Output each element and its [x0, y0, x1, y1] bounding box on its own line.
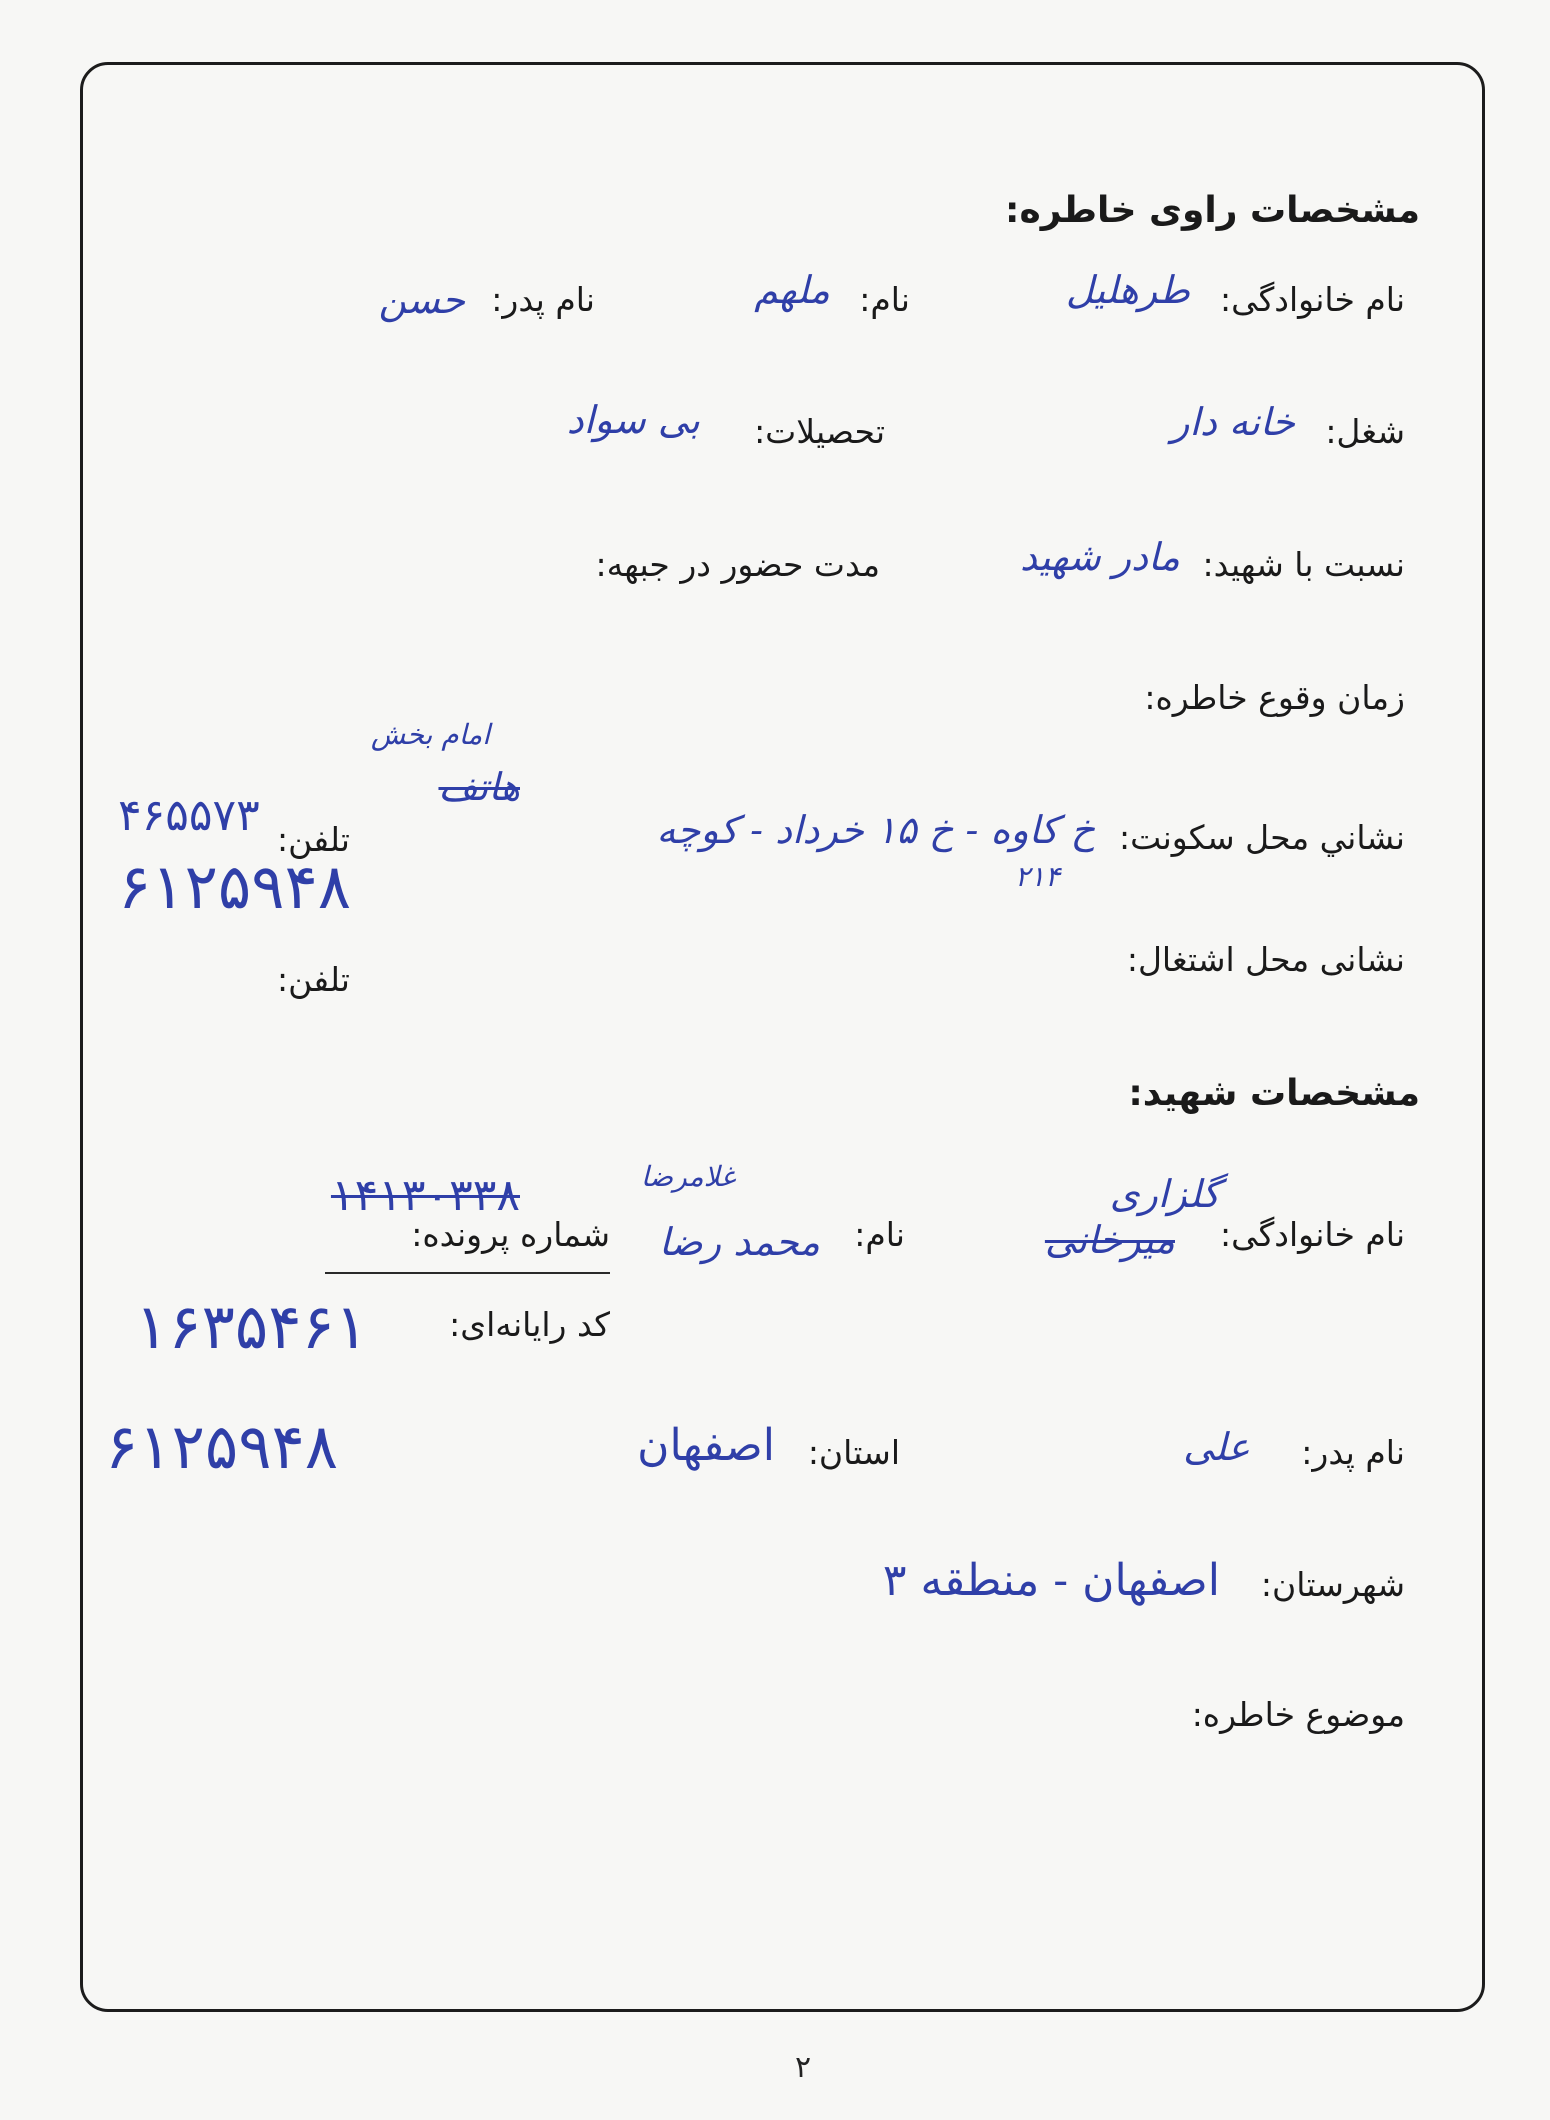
narrator-first-name-value: ملهم	[754, 268, 830, 312]
martyr-family-name-struck: میرخانی	[1044, 1218, 1175, 1262]
narrator-residence-number: ۲۱۴	[1014, 860, 1060, 893]
narrator-first-name-label: نام:	[859, 280, 910, 319]
martyr-family-name-value: گلزاری	[1109, 1172, 1220, 1216]
narrator-residence-extra: امام بخش	[370, 718, 490, 751]
martyr-city-value: اصفهان - منطقه ۳	[882, 1555, 1220, 1606]
narrator-residence-value: خ کاوه - خ ۱۵ خرداد - کوچه	[656, 808, 1095, 852]
martyr-file-number-struck: ۱۴۱۳۰۳۳۸	[330, 1170, 520, 1221]
martyr-computer-code-label: کد رایانه‌ای:	[449, 1305, 610, 1344]
martyr-first-name-extra: غلامرضا	[640, 1160, 735, 1193]
narrator-job-label: شغل:	[1325, 412, 1405, 451]
narrator-front-duration-label: مدت حضور در جبهه:	[595, 545, 880, 584]
narrator-heading: مشخصات راوی خاطره:	[1005, 190, 1420, 231]
narrator-relation-label: نسبت با شهید:	[1202, 545, 1405, 584]
narrator-residence-phone-label: تلفن:	[276, 820, 350, 859]
martyr-city-label: شهرستان:	[1260, 1565, 1405, 1604]
martyr-province-label: استان:	[807, 1433, 900, 1472]
narrator-residence-phone-2: ۶۱۲۵۹۴۸	[118, 850, 352, 923]
narrator-family-name-value: طرهلیل	[1065, 268, 1190, 312]
martyr-topic-label: موضوع خاطره:	[1191, 1695, 1405, 1734]
martyr-father-name-value: علی	[1183, 1425, 1250, 1469]
page-number: ۲	[795, 2050, 812, 2085]
narrator-family-name-label: نام خانوادگی:	[1219, 280, 1405, 319]
narrator-education-label: تحصیلات:	[754, 412, 885, 451]
narrator-father-name-value: حسن	[378, 278, 465, 322]
narrator-relation-value: مادر شهید	[1019, 535, 1180, 579]
narrator-work-label: نشانی محل اشتغال:	[1126, 940, 1405, 979]
martyr-province-value: اصفهان	[637, 1420, 775, 1471]
narrator-residence-label: نشاني محل سکونت:	[1119, 818, 1405, 857]
martyr-computer-code-value: ۱۶۳۵۴۶۱	[135, 1290, 369, 1363]
martyr-province-phone: ۶۱۲۵۹۴۸	[105, 1410, 339, 1483]
martyr-first-name-label: نام:	[854, 1215, 905, 1254]
narrator-residence-struck: هاتف	[438, 765, 520, 809]
narrator-job-value: خانه دار	[1171, 400, 1295, 444]
narrator-education-value: بی سواد	[566, 398, 700, 442]
narrator-father-name-label: نام پدر:	[491, 280, 595, 319]
narrator-work-phone-label: تلفن:	[276, 960, 350, 999]
martyr-heading: مشخصات شهید:	[1128, 1073, 1420, 1114]
martyr-file-number-label: شماره پرونده:	[411, 1215, 610, 1254]
file-number-underline	[325, 1272, 610, 1274]
martyr-family-name-label: نام خانوادگی:	[1219, 1215, 1405, 1254]
martyr-father-name-label: نام پدر:	[1301, 1433, 1405, 1472]
narrator-residence-phone-1: ۴۶۵۵۷۳	[118, 790, 260, 841]
narrator-memory-time-label: زمان وقوع خاطره:	[1144, 678, 1405, 717]
martyr-first-name-value: محمد رضا	[658, 1220, 820, 1264]
